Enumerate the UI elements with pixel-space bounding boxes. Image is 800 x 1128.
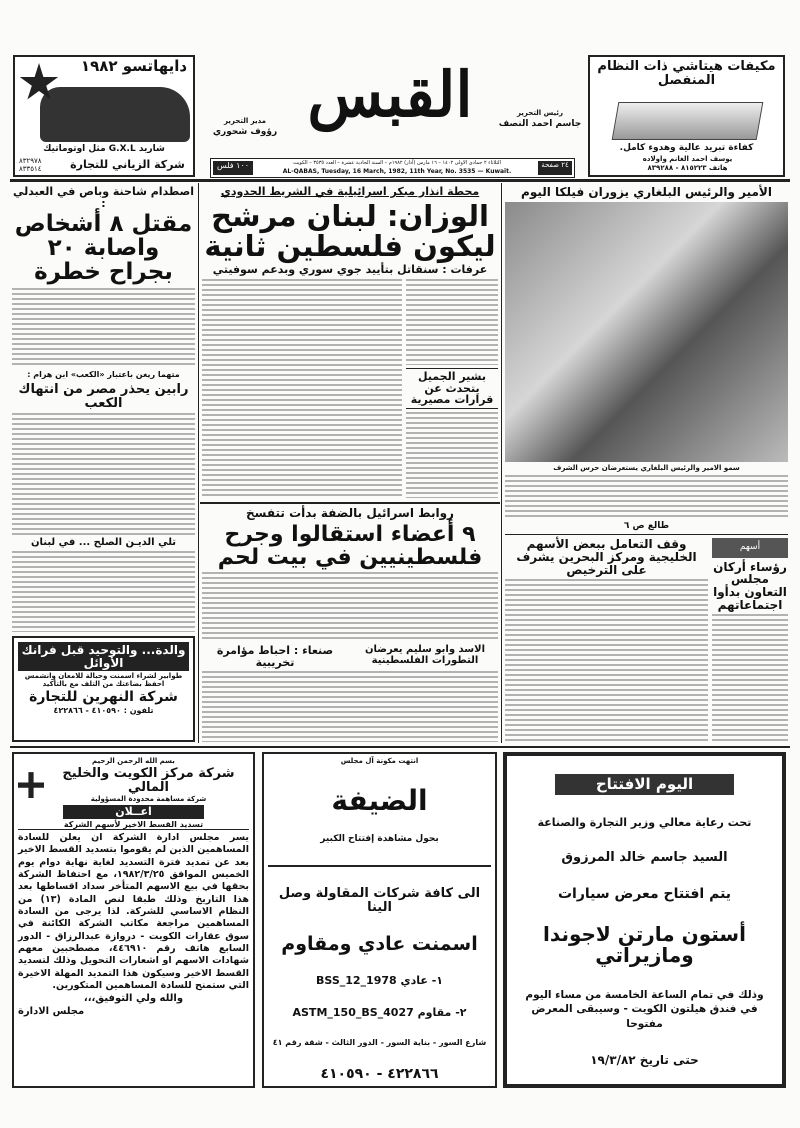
box-headline[interactable]: بشير الجميل يتحدث عن قرارات مصيرية	[406, 368, 498, 409]
kicker: اصطدام شاحنة وباص في العبدلي :	[12, 185, 195, 210]
middle-column-bottom	[202, 507, 498, 742]
headline[interactable]: رابين يحذر مصر من انتهاك الكعب	[18, 381, 189, 411]
dateline-arabic: الثلاثاء ٢ جمادى الاولى ١٤٠٢ – ١٦ مارس (آذار) ١٩٨٢م – السنة الحادية عشرة – العدد ٣٥٣٥ – الكويت	[293, 160, 501, 166]
masthead-rule	[10, 179, 790, 182]
ad-title: دايهاتسو ١٩٨٢	[80, 57, 188, 75]
newspaper-logo: القبس	[307, 58, 473, 131]
company-logo-icon	[18, 772, 44, 798]
continued-link[interactable]: طالع ص ٦	[623, 520, 670, 531]
lead-headline[interactable]: الوزان: لبنان مرشح ليكون فلسطين ثانية	[204, 198, 496, 263]
ad-title: مكيفات هيتاشي ذات النظام المنفصل	[597, 59, 776, 88]
ad-body: طوابير لشراء اسمنت وحبالة للامعان وانشمس احفظ بضاعتك من التلف مع بالتأكيد	[24, 672, 183, 688]
signature: مجلس الادارة	[18, 1005, 85, 1017]
ad-phones: هاتف ٨١٥٢٢٣ - ٨٣٩٢٨٨	[647, 164, 728, 172]
patron-name: السيد جاسم خالد المرزوق	[561, 850, 728, 866]
article-body	[505, 579, 708, 742]
news-photo[interactable]	[505, 202, 788, 462]
ads-rule	[10, 746, 790, 748]
ad-company: يوسف احمد الغانم واولاده	[642, 155, 733, 163]
divider	[268, 865, 491, 867]
pages-badge: ٢٤ صفحة	[538, 161, 572, 175]
ad-heading: الى كافة شركات المقاولة وصل الينا	[278, 886, 481, 915]
editor-label: رئيس التحرير	[516, 109, 564, 117]
kicker: الأمير والرئيس البلغاري يزوران فيلكا اليوم	[521, 185, 772, 199]
editor-name: جاسم احمد النصف	[498, 119, 582, 129]
right-column	[505, 186, 788, 742]
ad-phones: تلفون : ٤١٠٥٩٠ - ٤٢٢٨٦٦	[53, 705, 154, 715]
headline[interactable]: مقتل ٨ أشخاص واصابة ٢٠ بجراح خطرة	[14, 211, 193, 286]
ad-cement[interactable]	[262, 752, 497, 1088]
section-rule	[505, 534, 788, 535]
article-body	[505, 475, 788, 519]
article-body	[12, 413, 195, 534]
notice-title: اعــلان	[63, 805, 204, 819]
article-body	[202, 671, 498, 742]
ad-company: شركة النهرين للتجارة	[29, 688, 178, 705]
air-conditioner-image	[612, 102, 764, 140]
ad-tagline: بحول مشاهدة إفتتاح الكبير	[320, 834, 439, 845]
ad-address: شارع السور - بناية السور - الدور الثالث - شقة رقم ٤١	[272, 1037, 487, 1047]
notice-body: يسر مجلس ادارة الشركة ان يعلن للسادة المساهمين الذين لم يقوموا بتسديد القسط الاخير بعد عن تمديد فترة التسديد لغاية نهاية دوام يوم الخميس الموافق ١٩٨٢/٣/٢٥، مع احتفاظ الشركة بحقها في بيع الاسهم المتأخر سداد اقساطها بعد هذا التاريخ وذلك طبقا لنص المادة (١٣) من النظام الاساسي للشركة. لذا يرجى من السادة المساهمين مراجعة مكاتب الشركة الكائنة في سوق عقارات الكويت - دروازة عبدالرزاق - الدور السابع هاتف رقم ٤٤٦٩١٠، مصطحبين معهم شهادات الاسهم او اشعارات التحويل وذلك لتسديد القسط الاخير وسيكون هذا التمديد المهلة الاخيرة التي ستمنح للسادة المساهمين المتكورين.	[18, 831, 249, 992]
headline[interactable]: رؤساء أركان مجلس التعاون بدأوا اجتماعاتهم	[713, 559, 787, 612]
ad-header: انتهت مكونة آل مجلس	[340, 757, 419, 765]
article-body	[12, 551, 195, 632]
ad-car-exhibition[interactable]	[503, 752, 786, 1088]
ad-company: شركة الزياني للتجارة	[70, 158, 185, 171]
ad-tagline: كفاءة تبريد عالية وهدوء كامل.	[619, 143, 754, 153]
ad-phones: ٤٢٢٨٦٦ - ٤١٠٥٩٠	[320, 1066, 439, 1083]
basmala: بسم الله الرحمن الرحيم	[92, 757, 175, 765]
headline[interactable]: وقف التعامل ببعض الأسهم الخليجية ومركز البحرين يشرف على الترخيص	[516, 537, 697, 577]
car-image	[40, 87, 190, 142]
subhead: عرفات : سنقاتل بتأييد جوي سوري وبدعم سوفيتي	[212, 263, 488, 277]
closing: والله ولي التوفيق،،،	[83, 993, 184, 1005]
event: يتم افتتاح معرض سيارات	[557, 885, 732, 902]
patron: تحت رعاية معالي وزير التجارة والصناعة	[537, 816, 752, 830]
column-divider	[501, 183, 502, 743]
ad-daihatsu[interactable]	[13, 55, 195, 177]
kicker: محطة انذار مبكر اسرائيلية في الشريط الحدودي	[220, 185, 480, 198]
ad-hitachi[interactable]	[588, 55, 785, 177]
article-body	[406, 279, 498, 365]
director-name: رؤوف شحوري	[212, 127, 278, 137]
ad-title: الضيفة	[331, 783, 428, 817]
left-column	[12, 186, 195, 632]
kicker: روابط اسرائيل بالضفة بدأت تتفسخ	[246, 506, 454, 520]
article-body	[202, 279, 402, 498]
article-body	[406, 412, 498, 498]
dateline-english: AL-QABAS, Tuesday, 16 March, 1982, 11th Year, No. 3535 — Kuwait.	[282, 168, 512, 175]
ad-tagline: شاريد G.X.L مثل اوتوماتيك	[43, 144, 165, 154]
section-box: أسهم	[712, 538, 788, 557]
subhead: متهما ريغن باعتبار «الكعب» ابن هرام :	[27, 370, 180, 380]
event-date: حتى تاريخ ١٩/٣/٨٢	[590, 1052, 699, 1067]
middle-column-top	[202, 186, 498, 498]
event-time: وذلك في تمام الساعة الخامسة من مساء اليوم في فندق هيلتون الكويت - وسيبقى المعرض مفتوحا	[525, 988, 764, 1031]
headline[interactable]: ٩ أعضاء استقالوا وجرح فلسطينيين في بيت لحم	[217, 521, 483, 570]
brand: أستون مارتن لاجوندا ومازيراتي	[543, 921, 746, 967]
column-divider	[198, 183, 199, 743]
ad-product: اسمنت عادي ومقاوم	[281, 932, 478, 955]
ad-title: اليوم الافتتاح	[555, 774, 734, 796]
section-rule	[200, 502, 500, 504]
spec: ١- عادي BSS_12_1978	[316, 973, 443, 987]
subhead[interactable]: الاسد وابو سليم يعرضان التطورات الفلسطينية	[364, 644, 485, 666]
article-body	[712, 614, 788, 742]
notice-subtitle: تسديد القسط الاخير لأسهم الشركة	[18, 821, 249, 830]
subhead[interactable]: صنعاء : احباط مؤامرة تخريبية	[216, 644, 334, 669]
ad-title: والدة... والتوحيد قبل فرانك الأوائل	[18, 642, 189, 671]
article-body	[202, 572, 498, 643]
ad-nahrain[interactable]	[12, 636, 195, 742]
article-body	[12, 288, 195, 369]
dateline-bar	[210, 158, 575, 178]
ad-company: شركة مركز الكويت والخليج المالي	[62, 766, 235, 795]
director-label: مدير التحرير	[223, 117, 267, 125]
photo-caption: سمو الامير والرئيس البلغاري يستعرضان حرس الشرف	[553, 463, 740, 472]
brief-headline[interactable]: تلي الديـن الصلح ... في لبنان	[30, 536, 177, 548]
spec: ٢- مقاوم ASTM_150_BS_4027	[292, 1005, 467, 1019]
ad-phones: ٨٣٢٩٧٨ ٨٣٣٥١٤	[19, 157, 42, 173]
ad-subtitle: شركة مساهمة محدودة المسؤولية	[90, 794, 207, 803]
price-badge: ١٠٠ فلس	[213, 161, 253, 175]
ad-kuwait-gulf-financial[interactable]	[12, 752, 255, 1088]
